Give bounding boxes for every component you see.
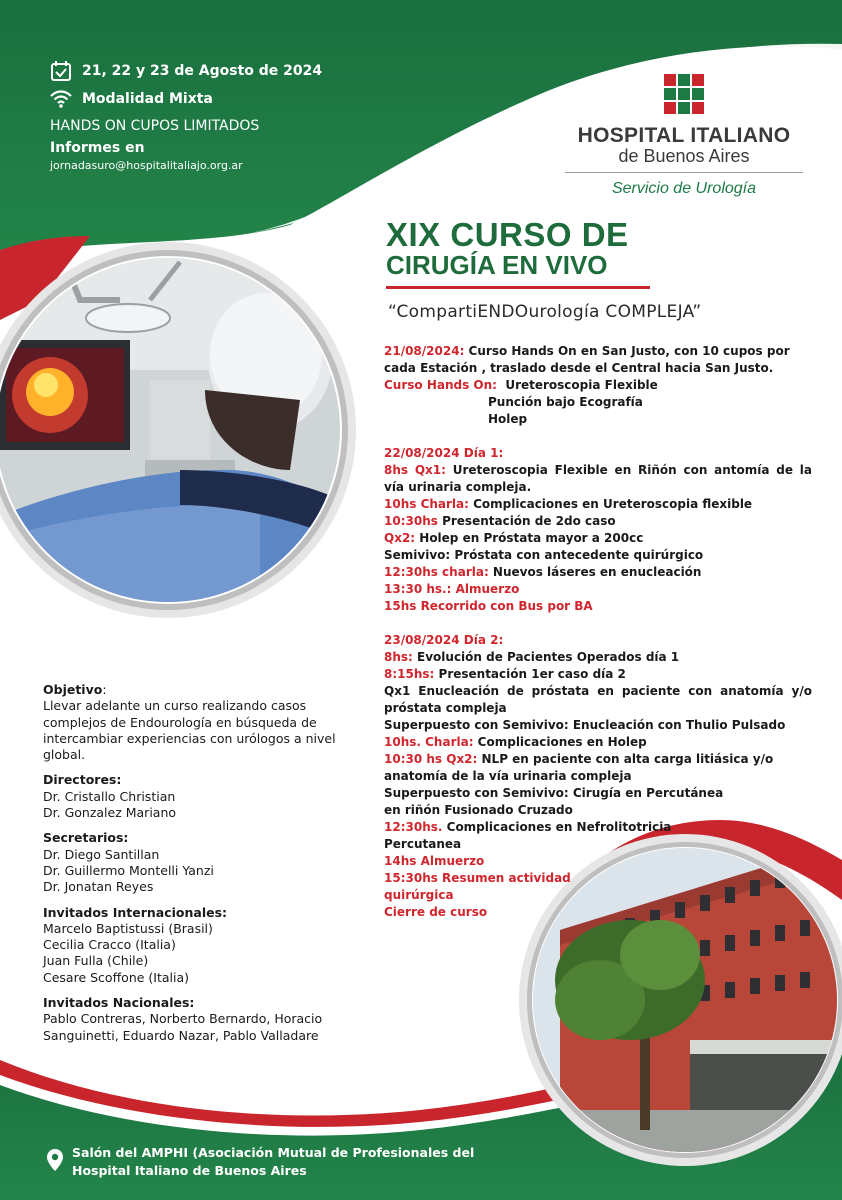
directores-section bbox=[43, 772, 343, 821]
day2-item-k: Cierre de curso bbox=[384, 905, 488, 919]
day1-item-c: 10:30hs Presentación de 2do caso bbox=[384, 514, 616, 528]
director-item: Dr. Cristallo Christian bbox=[43, 788, 176, 804]
objetivo-text: Llevar adelante un curso realizando casos complejos de Endourología en búsqueda de intercambiar experiencias con urólogos a nivel global. bbox=[43, 698, 336, 763]
hospital-name: HOSPITAL ITALIANO bbox=[577, 124, 791, 147]
secretario-item: Dr. Diego Santillan bbox=[43, 846, 160, 862]
location-pin-icon bbox=[46, 1148, 64, 1172]
course-title-line2: CIRUGÍA EN VIVO bbox=[386, 250, 608, 280]
hands-on-item-2: Punción bajo Ecografía bbox=[488, 395, 643, 409]
day1-item-e: Semivivo: Próstata con antecedente quirúrgico bbox=[384, 548, 704, 562]
day2-item-f2: anatomía de la vía urinaria compleja bbox=[384, 769, 632, 783]
day1-item-b: 10hs Charla: Complicaciones en Ureteroscopia flexible bbox=[384, 497, 753, 511]
secretario-item: Dr. Guillermo Montelli Yanzi bbox=[43, 862, 214, 878]
informes-label: Informes en bbox=[50, 140, 145, 156]
invitado-item: Marcelo Baptistussi (Brasil) bbox=[43, 920, 213, 936]
day2-item-e: 10hs. Charla: Complicaciones en Holep bbox=[384, 735, 647, 749]
hands-on-line1: 21/08/2024: Curso Hands On en San Justo, con 10 cupos por bbox=[384, 344, 790, 358]
director-item: Dr. Gonzalez Mariano bbox=[43, 805, 177, 821]
venue-line2: Hospital Italiano de Buenos Aires bbox=[72, 1163, 307, 1178]
secretarios-label: Secretarios: bbox=[43, 830, 129, 846]
day1-item-d: Qx2: Holep en Próstata mayor a 200cc bbox=[384, 531, 644, 545]
event-modality bbox=[50, 89, 213, 109]
day2-item-j1: 15:30hs Resumen actividad bbox=[384, 871, 571, 885]
internacionales-label: Invitados Internacionales: bbox=[43, 904, 228, 920]
hands-on-label: Curso Hands On: bbox=[384, 378, 497, 392]
day2-item-d: Superpuesto con Semivivo: Enucleación con Thulio Pulsado bbox=[384, 718, 786, 732]
course-title-line1: XIX CURSO DE bbox=[386, 216, 629, 253]
directores-label: Directores: bbox=[43, 772, 122, 788]
service-name: Servicio de Urología bbox=[611, 180, 757, 197]
invitado-item: Cesare Scoffone (Italia) bbox=[43, 969, 190, 985]
day2-item-h: 12:30hs. Complicaciones en Nefrolitotricia bbox=[384, 820, 672, 834]
internacionales-section bbox=[43, 905, 343, 986]
secretario-item: Dr. Jonatan Reyes bbox=[43, 879, 154, 895]
day2-item-b: 8:15hs: Presentación 1er caso día 2 bbox=[384, 667, 626, 681]
day2-item-g2: en riñón Fusionado Cruzado bbox=[384, 803, 573, 817]
logo-divider bbox=[565, 172, 803, 173]
day1-item-a: 8hs Qx1: Ureteroscopia Flexible en Riñón con antomía de la vía urinaria compleja. bbox=[384, 463, 813, 494]
day2-item-i: 14hs Almuerzo bbox=[384, 854, 485, 868]
day2-item-g1: Superpuesto con Semivivo: Cirugía en Percutánea bbox=[384, 786, 724, 800]
wifi-icon bbox=[50, 89, 72, 109]
hands-on-item-3: Holep bbox=[488, 412, 528, 426]
calendar-check-icon bbox=[50, 60, 72, 82]
course-info bbox=[43, 682, 343, 1053]
event-dates bbox=[50, 60, 322, 82]
secretarios-section bbox=[43, 830, 343, 895]
program bbox=[384, 343, 812, 921]
day1-item-g: 13:30 hs.: Almuerzo bbox=[384, 582, 520, 596]
day1-heading: 22/08/2024 Día 1: bbox=[384, 446, 504, 460]
hands-on-items: Curso Hands On: Ureteroscopia Flexible bbox=[384, 378, 658, 392]
modality-text: Modalidad Mixta bbox=[82, 91, 213, 107]
venue bbox=[46, 1144, 474, 1180]
contact-email[interactable]: jornadasuro@hospitalitaliajo.org.ar bbox=[50, 159, 243, 172]
objetivo-label: Objetivo bbox=[43, 682, 103, 697]
course-subtitle: “CompartiENDOurología COMPLEJA” bbox=[388, 302, 702, 322]
dates-text: 21, 22 y 23 de Agosto de 2024 bbox=[82, 63, 323, 79]
day1-item-f: 12:30hs charla: Nuevos láseres en enucleación bbox=[384, 565, 702, 579]
nacionales-text: Pablo Contreras, Norberto Bernardo, Horacio Sanguinetti, Eduardo Nazar, Pablo Valladare bbox=[43, 1011, 323, 1043]
cupos-note: HANDS ON CUPOS LIMITADOS bbox=[50, 118, 260, 134]
invitado-item: Cecilia Cracco (Italia) bbox=[43, 937, 176, 953]
nacionales-section bbox=[43, 995, 343, 1044]
hospital-logo-mark bbox=[664, 74, 704, 114]
objetivo-section: Objetivo: Llevar adelante un curso realizando casos complejos de Endourología en búsqueda de intercambiar experiencias con urólogos a nivel global. bbox=[43, 682, 343, 763]
venue-line1: Salón del AMPHI (Asociación Mutual de Profesionales del bbox=[72, 1145, 475, 1160]
title-underline bbox=[386, 286, 650, 289]
day2-item-c: Qx1 Enucleación de próstata en paciente con anatomía y/o próstata compleja bbox=[384, 684, 812, 715]
day2-item-h2: Percutanea bbox=[384, 837, 462, 851]
invitado-item: Juan Fulla (Chile) bbox=[43, 953, 149, 969]
nacionales-label: Invitados Nacionales: bbox=[43, 995, 195, 1011]
day2-item-j2: quirúrgica bbox=[384, 888, 454, 902]
day1-item-h: 15hs Recorrido con Bus por BA bbox=[384, 599, 593, 613]
day2-item-a: 8hs: Evolución de Pacientes Operados día 1 bbox=[384, 650, 680, 664]
day2-heading: 23/08/2024 Día 2: bbox=[384, 633, 504, 647]
hands-on-line2: cada Estación , traslado desde el Central hacia San Justo. bbox=[384, 361, 774, 375]
hospital-city: de Buenos Aires bbox=[618, 146, 750, 166]
day2-item-f: 10:30 hs Qx2: NLP en paciente con alta carga litiásica y/o bbox=[384, 752, 774, 766]
hands-on-date: 21/08/2024: bbox=[384, 344, 465, 358]
